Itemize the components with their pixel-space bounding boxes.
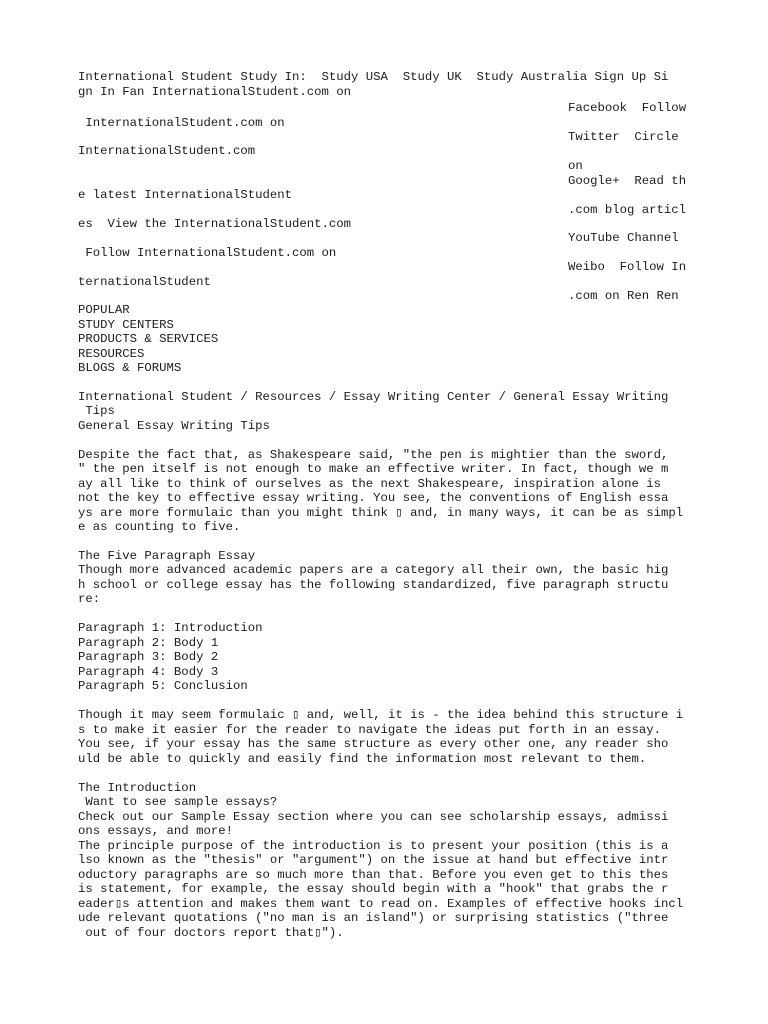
paragraph-list-item: Paragraph 5: Conclusion [78, 679, 248, 693]
paragraph-list-item: Paragraph 2: Body 1 [78, 636, 219, 650]
paragraph-list-item: Paragraph 3: Body 2 [78, 650, 219, 664]
social-google-line: Google+ Read th [568, 174, 687, 188]
header-nav-line-2: gn In Fan InternationalStudent.com on [78, 85, 352, 99]
intro-paragraph-line-5: ys are more formulaic than you might think ▯ and, in many ways, it can be as simpl [78, 506, 684, 520]
section-heading-five-paragraph: The Five Paragraph Essay [78, 549, 256, 563]
social-follow-line-2: InternationalStudent.com [78, 144, 256, 158]
social-follow-line-1: InternationalStudent.com on [78, 116, 285, 130]
five-paragraph-line-1: Though more advanced academic papers are a category all their own, the basic hig [78, 563, 669, 577]
social-renren-line: .com on Ren Ren [568, 289, 679, 303]
five-paragraph-line-2: h school or college essay has the following standardized, five paragraph structu [78, 578, 669, 592]
nav-resources: RESOURCES [78, 347, 145, 361]
blog-line-2: .com blog articl [568, 203, 687, 217]
intro-paragraph-line-3: ay all like to think of ourselves as the next Shakespeare, inspiration alone is [78, 477, 661, 491]
nav-study-centers: STUDY CENTERS [78, 318, 174, 332]
social-twitter-line: Twitter Circle [568, 130, 679, 144]
social-weibo-line: Weibo Follow In [568, 260, 687, 274]
introduction-paragraph-line-3: oductory paragraphs are so much more than that. Before you even get to this thes [78, 868, 669, 882]
paragraph-list-item: Paragraph 1: Introduction [78, 621, 263, 635]
social-on-line: on [568, 159, 583, 173]
nav-products-services: PRODUCTS & SERVICES [78, 332, 219, 346]
social-follow-line-3: Follow InternationalStudent.com on [78, 246, 337, 260]
introduction-paragraph-line-1: The principle purpose of the introduction is to present your position (this is a [78, 839, 669, 853]
introduction-paragraph-line-5: eader▯s attention and makes them want to read on. Examples of effective hooks incl [78, 897, 684, 911]
five-paragraph-line-3: re: [78, 592, 101, 606]
social-facebook-line: Facebook Follow [568, 101, 687, 115]
introduction-paragraph-line-4: is statement, for example, the essay should begin with a "hook" that grabs the r [78, 882, 669, 896]
nav-popular: POPULAR [78, 303, 130, 317]
breadcrumb-line-1: International Student / Resources / Essay Writing Center / General Essay Writing [78, 390, 669, 404]
blog-line-3: es View the InternationalStudent.com [78, 217, 352, 231]
header-nav-line-1: International Student Study In: Study USA Study UK Study Australia Sign Up Si [78, 70, 669, 84]
blog-line-1: e latest InternationalStudent [78, 188, 293, 202]
page-title: General Essay Writing Tips [78, 419, 270, 433]
structure-paragraph-line-1: Though it may seem formulaic ▯ and, well, it is - the idea behind this structure i [78, 708, 684, 722]
nav-blogs-forums: BLOGS & FORUMS [78, 361, 182, 375]
intro-paragraph-line-4: not the key to effective essay writing. You see, the conventions of English essa [78, 491, 669, 505]
sample-essays-line-1: Check out our Sample Essay section where you can see scholarship essays, admissi [78, 810, 669, 824]
intro-paragraph-line-6: e as counting to five. [78, 520, 241, 534]
section-heading-introduction: The Introduction [78, 781, 197, 795]
introduction-paragraph-line-6: ude relevant quotations ("no man is an island") or surprising statistics ("three [78, 911, 669, 925]
structure-paragraph-line-2: s to make it easier for the reader to navigate the ideas put forth in an essay. [78, 723, 661, 737]
introduction-paragraph-line-2: lso known as the "thesis" or "argument") on the issue at hand but effective intr [78, 853, 669, 867]
intro-paragraph-line-1: Despite the fact that, as Shakespeare said, "the pen is mightier than the sword, [78, 448, 669, 462]
structure-paragraph-line-4: uld be able to quickly and easily find the information most relevant to them. [78, 752, 647, 766]
social-follow-line-4: ternationalStudent [78, 275, 211, 289]
introduction-paragraph-line-7: out of four doctors report that▯"). [78, 926, 344, 940]
intro-paragraph-line-2: " the pen itself is not enough to make an effective writer. In fact, though we m [78, 462, 669, 476]
breadcrumb-line-2: Tips [78, 404, 115, 418]
sample-essays-line-2: ons essays, and more! [78, 824, 233, 838]
sample-essays-prompt: Want to see sample essays? [78, 795, 278, 809]
structure-paragraph-line-3: You see, if your essay has the same structure as every other one, any reader sho [78, 737, 669, 751]
paragraph-list-item: Paragraph 4: Body 3 [78, 665, 219, 679]
social-youtube-line: YouTube Channel [568, 231, 679, 245]
